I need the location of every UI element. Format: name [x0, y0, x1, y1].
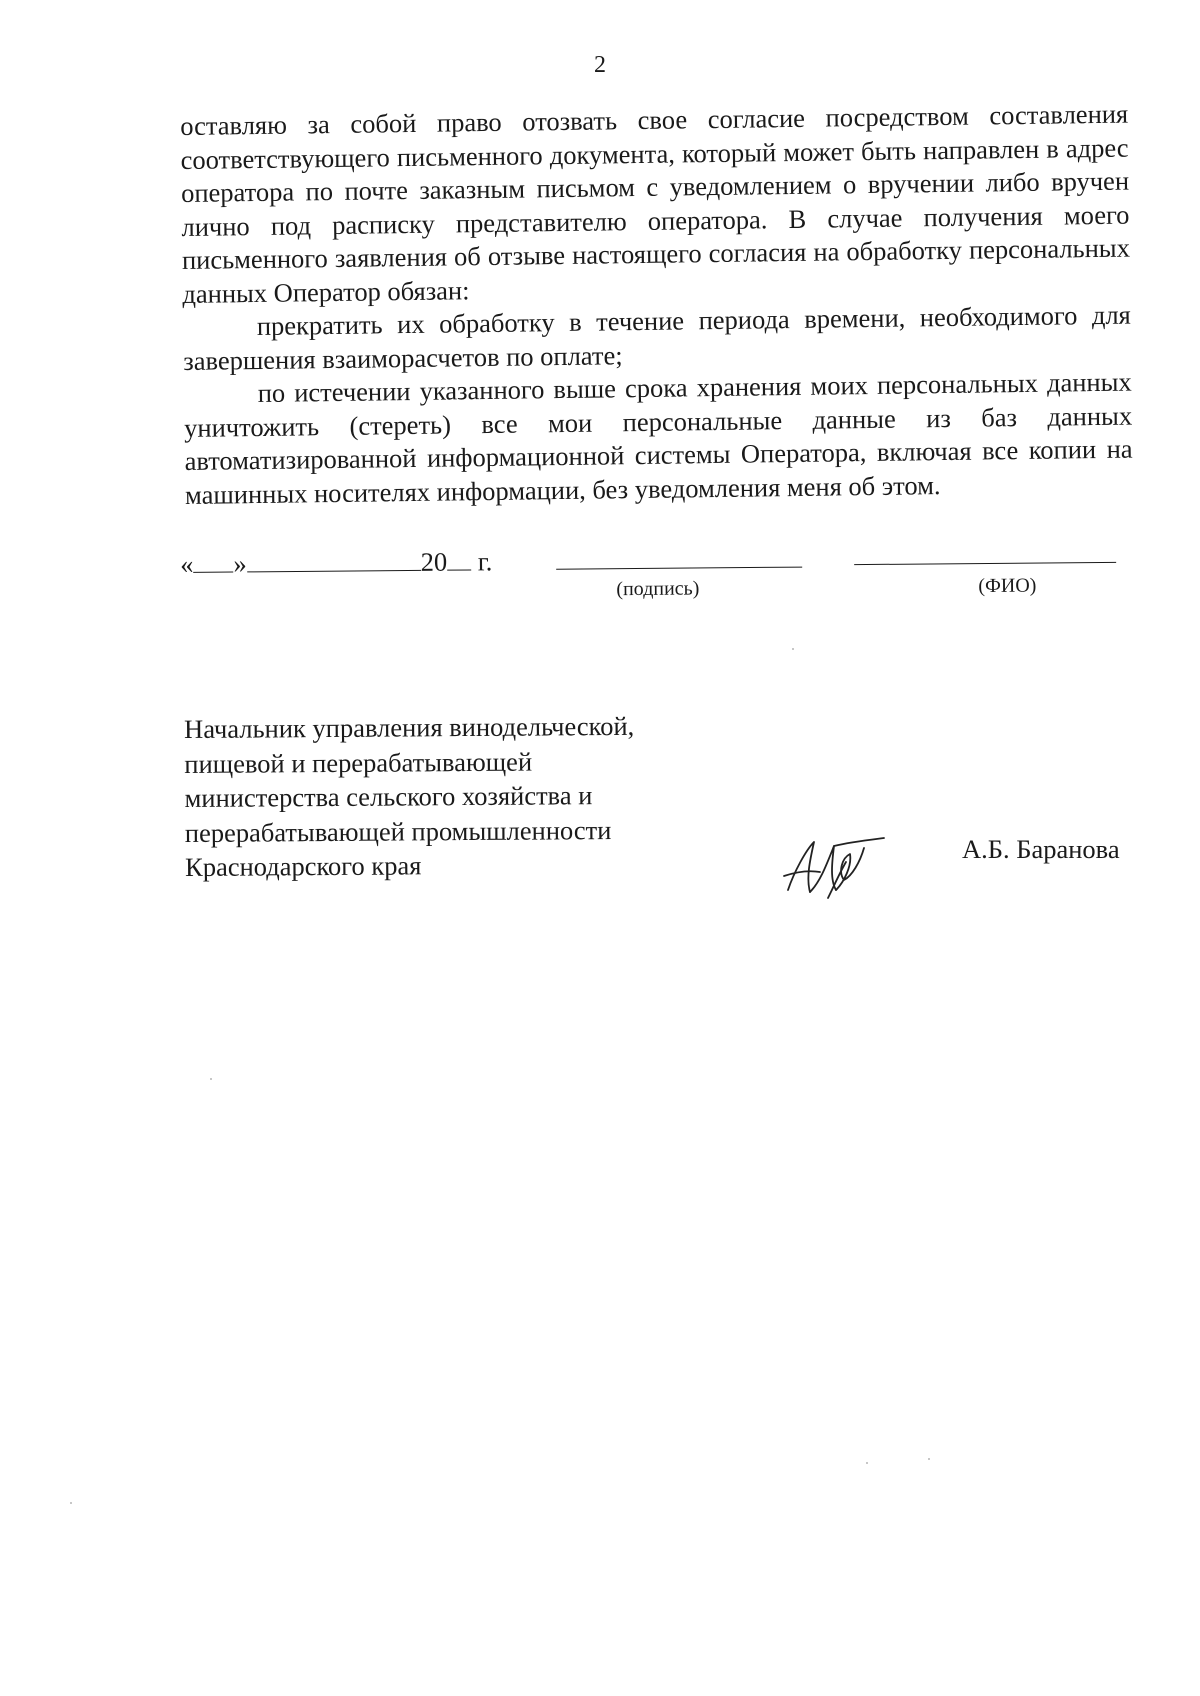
- scan-speck: [866, 1462, 868, 1464]
- signature-line: [556, 567, 802, 570]
- open-quote: «: [180, 548, 194, 579]
- consent-text: [180, 98, 1133, 512]
- year-prefix: 20: [420, 546, 448, 577]
- official-title-line: министерства сельского хозяйства и: [184, 780, 593, 813]
- name-caption: (ФИО): [978, 574, 1037, 598]
- day-blank: [193, 548, 233, 573]
- year-blank: [447, 545, 471, 570]
- date-signature-row: [180, 540, 1121, 618]
- scan-speck: [928, 1458, 930, 1460]
- paragraph-destroy-data: по истечении указанного выше срока хранения моих персональных данных уничтожить (стереть) все мои персональные данные из баз данных автоматизированной информационной системы Оператора, включая все копии на машинных носителях информации, без уведомления меня об этом.: [183, 366, 1133, 510]
- handwritten-signature: [780, 832, 890, 902]
- paragraph-revocation: оставляю за собой право отозвать свое согласие посредством составления соответствующего письменного документа, который может быть направлен в адрес оператора по почте заказным письмом с уведомлением о вручении либо вручен лично под расписку представителю оператора. В случае получения моего письменного заявления об отзыве настоящего согласия на обработку персональных данных Оператор обязан:: [180, 98, 1131, 309]
- official-title-line: Краснодарского края: [184, 850, 422, 882]
- paragraph-stop-processing: прекратить их обработку в течение периода времени, необходимого для завершения взаиморасчетов по оплате;: [183, 299, 1131, 376]
- fio-line: [854, 562, 1116, 565]
- close-quote: »: [233, 548, 247, 579]
- scan-speck: [210, 1078, 212, 1080]
- scan-speck: [792, 648, 794, 650]
- official-title-line: пищевой и перерабатывающей: [184, 746, 533, 779]
- year-suffix: г.: [477, 546, 493, 577]
- signature-caption: (подпись): [616, 577, 700, 601]
- date-field: [180, 545, 492, 580]
- official-title-line: Начальник управления винодельческой,: [184, 710, 635, 744]
- scan-speck: [70, 1502, 72, 1504]
- signer-name: А.Б. Баранова: [962, 834, 1120, 864]
- month-blank: [246, 546, 420, 573]
- official-title: [184, 708, 725, 884]
- official-title-line: перерабатывающей промышленности: [184, 814, 612, 848]
- page-number: 2: [594, 52, 606, 78]
